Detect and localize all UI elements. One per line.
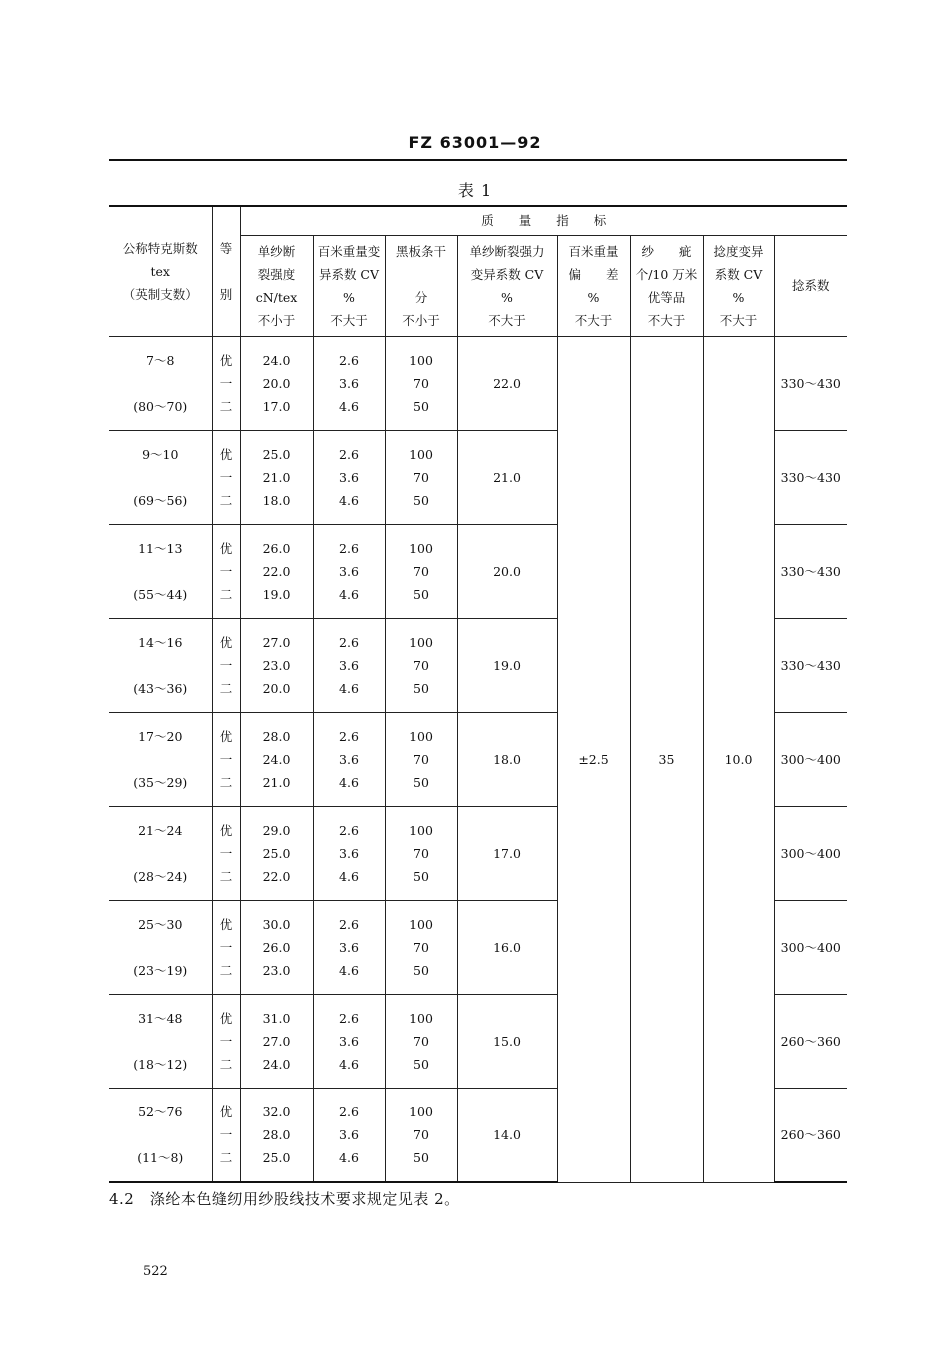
board-second: 50: [413, 492, 429, 508]
header-board-l4: 不小于: [402, 312, 440, 328]
strength-cv-cell: 19.0: [457, 618, 557, 712]
grade-second: 二: [219, 680, 233, 696]
board-second: 50: [413, 962, 429, 978]
strength-first: 22.0: [262, 563, 291, 579]
grade-second: 二: [219, 1150, 233, 1166]
grade-cell: [212, 336, 240, 430]
weight-deviation-cell: ±2.5: [557, 336, 630, 1182]
english-count: (43～36): [133, 680, 188, 696]
grade-top: 优: [219, 1010, 233, 1026]
header-strength-cv-l2: 变异系数 CV: [470, 266, 544, 282]
weight-cv-first: 3.6: [339, 939, 359, 955]
board-top: 100: [409, 446, 433, 462]
table-body: [109, 336, 847, 1182]
weight-cv-cell: [313, 430, 385, 524]
quality-table: [109, 205, 847, 1183]
grade-first: 一: [219, 469, 233, 485]
strength-second: 20.0: [262, 680, 291, 696]
strength-first: 27.0: [262, 1033, 291, 1049]
weight-cv-second: 4.6: [339, 774, 359, 790]
tex-cell: [109, 900, 212, 994]
tex-range: 11～13: [138, 540, 183, 556]
strength-cv-cell: 14.0: [457, 1088, 557, 1182]
header-grade-line1: 等: [219, 240, 233, 256]
standard-code: FZ 63001—92: [408, 133, 542, 152]
weight-cv-first: 3.6: [339, 1127, 359, 1143]
grade-top: 优: [219, 916, 233, 932]
weight-cv-second: 4.6: [339, 492, 359, 508]
header-strength: [240, 235, 313, 336]
strength-top: 29.0: [262, 822, 291, 838]
twist-cell: 330～430: [774, 524, 847, 618]
grade-second: 二: [219, 586, 233, 602]
strength-cv-cell: 21.0: [457, 430, 557, 524]
board-cell: [385, 618, 457, 712]
weight-cv-top: 2.6: [339, 540, 359, 556]
strength-cell: [240, 618, 313, 712]
header-strength-cv: [457, 235, 557, 336]
header-tex: [109, 206, 212, 336]
tex-spacer: [109, 842, 212, 865]
board-top: 100: [409, 822, 433, 838]
strength-top: 27.0: [262, 634, 291, 650]
header-quality-group: 质 量 指 标: [240, 206, 847, 235]
header-strength-l4: 不小于: [257, 312, 296, 328]
grade-cell: [212, 806, 240, 900]
board-top: 100: [409, 1010, 433, 1026]
header-defects: [630, 235, 703, 336]
grade-first: 一: [219, 751, 233, 767]
header-twist-cv-l4: 不大于: [719, 312, 758, 328]
grade-first: 一: [219, 939, 233, 955]
board-top: 100: [409, 352, 433, 368]
tex-cell: [109, 618, 212, 712]
strength-cell: [240, 994, 313, 1088]
strength-second: 23.0: [262, 962, 291, 978]
header-weight-dev-l4: 不大于: [574, 312, 613, 328]
tex-cell: [109, 336, 212, 430]
weight-cv-second: 4.6: [339, 680, 359, 696]
tex-range: 7～8: [146, 352, 175, 368]
grade-top: 优: [219, 446, 233, 462]
grade-cell: [212, 900, 240, 994]
board-cell: [385, 336, 457, 430]
header-grade-line3: 别: [219, 286, 233, 302]
header-strength-l3: cN/tex: [255, 289, 298, 305]
strength-cv-cell: 20.0: [457, 524, 557, 618]
strength-top: 25.0: [262, 446, 291, 462]
grade-cell: [212, 712, 240, 806]
tex-range: 21～24: [138, 822, 183, 838]
tex-spacer: [109, 466, 212, 489]
weight-cv-second: 4.6: [339, 586, 359, 602]
board-second: 50: [413, 1056, 429, 1072]
strength-second: 18.0: [262, 492, 291, 508]
weight-cv-first: 3.6: [339, 845, 359, 861]
weight-cv-first: 3.6: [339, 563, 359, 579]
tex-range: 25～30: [138, 916, 183, 932]
board-first: 70: [413, 469, 429, 485]
english-count: (69～56): [133, 492, 188, 508]
header-twist-cv: [703, 235, 774, 336]
tex-cell: [109, 994, 212, 1088]
strength-cell: [240, 1088, 313, 1182]
grade-cell: [212, 524, 240, 618]
strength-top: 26.0: [262, 540, 291, 556]
board-cell: [385, 430, 457, 524]
grade-second: 二: [219, 962, 233, 978]
grade-top: 优: [219, 1104, 233, 1120]
footnote: 4.2 涤纶本色缝纫用纱股线技术要求规定见表 2。: [109, 1190, 460, 1208]
board-top: 100: [409, 916, 433, 932]
board-cell: [385, 806, 457, 900]
board-second: 50: [413, 774, 429, 790]
tex-cell: [109, 806, 212, 900]
grade-top: 优: [219, 728, 233, 744]
header-board-l3: 分: [414, 289, 428, 305]
strength-top: 31.0: [262, 1010, 291, 1026]
table-row: [109, 336, 847, 430]
weight-cv-cell: [313, 618, 385, 712]
strength-cv-cell: 18.0: [457, 712, 557, 806]
header-twist-cv-l2: 系数 CV: [714, 266, 763, 282]
board-second: 50: [413, 680, 429, 696]
strength-cell: [240, 900, 313, 994]
twist-cell: 300～400: [774, 712, 847, 806]
twist-cell: 330～430: [774, 336, 847, 430]
weight-cv-top: 2.6: [339, 352, 359, 368]
header-defects-l3: 优等品: [647, 289, 686, 305]
weight-cv-first: 3.6: [339, 751, 359, 767]
defects-cell: 35: [630, 336, 703, 1182]
board-first: 70: [413, 939, 429, 955]
weight-cv-cell: [313, 900, 385, 994]
twist-cell: 300～400: [774, 900, 847, 994]
weight-cv-second: 4.6: [339, 1056, 359, 1072]
grade-first: 一: [219, 375, 233, 391]
board-first: 70: [413, 1127, 429, 1143]
grade-first: 一: [219, 563, 233, 579]
tex-spacer: [109, 560, 212, 583]
tex-spacer: [109, 748, 212, 771]
header-rule: [109, 159, 847, 161]
strength-top: 24.0: [262, 352, 291, 368]
board-first: 70: [413, 1033, 429, 1049]
strength-second: 25.0: [262, 1150, 291, 1166]
weight-cv-top: 2.6: [339, 1104, 359, 1120]
header-weight-cv: [313, 235, 385, 336]
board-first: 70: [413, 563, 429, 579]
board-first: 70: [413, 751, 429, 767]
twist-cell: 260～360: [774, 1088, 847, 1182]
board-top: 100: [409, 634, 433, 650]
header-weight-dev-l3: %: [587, 289, 600, 305]
board-first: 70: [413, 845, 429, 861]
weight-cv-second: 4.6: [339, 398, 359, 414]
strength-second: 17.0: [262, 398, 291, 414]
grade-cell: [212, 618, 240, 712]
strength-cell: [240, 524, 313, 618]
weight-cv-second: 4.6: [339, 1150, 359, 1166]
board-cell: [385, 524, 457, 618]
weight-cv-cell: [313, 524, 385, 618]
grade-second: 二: [219, 492, 233, 508]
tex-spacer: [109, 654, 212, 677]
tex-spacer: [109, 1030, 212, 1053]
strength-first: 28.0: [262, 1127, 291, 1143]
grade-top: 优: [219, 634, 233, 650]
grade-cell: [212, 1088, 240, 1182]
board-cell: [385, 994, 457, 1088]
tex-range: 17～20: [138, 728, 183, 744]
header-strength-cv-l1: 单纱断裂强力: [469, 243, 545, 259]
strength-second: 19.0: [262, 586, 291, 602]
grade-top: 优: [219, 352, 233, 368]
board-top: 100: [409, 1104, 433, 1120]
page-number: 522: [143, 1264, 168, 1279]
header-weight-dev-l1: 百米重量: [568, 243, 619, 259]
strength-first: 26.0: [262, 939, 291, 955]
grade-first: 一: [219, 657, 233, 673]
header-twist-cv-l3: %: [732, 289, 745, 305]
tex-range: 14～16: [138, 634, 183, 650]
twist-cv-cell: 10.0: [703, 336, 774, 1182]
grade-first: 一: [219, 1127, 233, 1143]
weight-cv-first: 3.6: [339, 1033, 359, 1049]
board-cell: [385, 712, 457, 806]
weight-cv-first: 3.6: [339, 657, 359, 673]
board-second: 50: [413, 868, 429, 884]
strength-cell: [240, 430, 313, 524]
header-weight-cv-l2: 异系数 CV: [318, 266, 380, 282]
header-defects-l1: 纱 疵: [641, 243, 692, 259]
strength-top: 28.0: [262, 728, 291, 744]
strength-second: 21.0: [262, 774, 291, 790]
header-weight-cv-l1: 百米重量变: [317, 243, 381, 259]
english-count: (55～44): [133, 586, 188, 602]
strength-first: 24.0: [262, 751, 291, 767]
strength-cv-cell: 15.0: [457, 994, 557, 1088]
header-weight-cv-l3: %: [343, 289, 355, 305]
quality-table-wrapper: [109, 205, 847, 1183]
weight-cv-top: 2.6: [339, 446, 359, 462]
strength-cv-cell: 17.0: [457, 806, 557, 900]
tex-spacer: [109, 936, 212, 959]
weight-cv-top: 2.6: [339, 728, 359, 744]
board-first: 70: [413, 375, 429, 391]
weight-cv-top: 2.6: [339, 634, 359, 650]
twist-cell: 330～430: [774, 430, 847, 524]
strength-top: 32.0: [262, 1104, 291, 1120]
weight-cv-first: 3.6: [339, 375, 359, 391]
weight-cv-second: 4.6: [339, 962, 359, 978]
strength-first: 21.0: [262, 469, 291, 485]
tex-cell: [109, 430, 212, 524]
grade-second: 二: [219, 398, 233, 414]
header-grade-spacer: [213, 260, 240, 283]
weight-cv-top: 2.6: [339, 916, 359, 932]
board-second: 50: [413, 398, 429, 414]
board-second: 50: [413, 1150, 429, 1166]
header-tex-line3: （英制支数）: [122, 286, 198, 302]
board-cell: [385, 900, 457, 994]
header-weight-dev-l2: 偏 差: [568, 266, 619, 282]
weight-cv-cell: [313, 336, 385, 430]
english-count: (35～29): [133, 774, 188, 790]
weight-cv-second: 4.6: [339, 868, 359, 884]
strength-cell: [240, 712, 313, 806]
strength-first: 20.0: [262, 375, 291, 391]
tex-range: 9～10: [142, 446, 179, 462]
tex-range: 52～76: [138, 1104, 183, 1120]
grade-second: 二: [219, 774, 233, 790]
grade-first: 一: [219, 845, 233, 861]
grade-top: 优: [219, 540, 233, 556]
header-strength-cv-l3: %: [501, 289, 513, 305]
strength-second: 24.0: [262, 1056, 291, 1072]
grade-top: 优: [219, 822, 233, 838]
header-defects-l2: 个/10 万米: [635, 266, 698, 282]
grade-second: 二: [219, 868, 233, 884]
english-count: (18～12): [133, 1056, 188, 1072]
header-strength-l1: 单纱断: [257, 243, 296, 259]
strength-cv-cell: 22.0: [457, 336, 557, 430]
header-tex-line2: tex: [150, 263, 170, 279]
header-defects-l4: 不大于: [647, 312, 686, 328]
grade-first: 一: [219, 1033, 233, 1049]
table-caption: 表 1: [457, 181, 493, 200]
weight-cv-cell: [313, 994, 385, 1088]
twist-cell: 260～360: [774, 994, 847, 1088]
header-board: [385, 235, 457, 336]
header-tex-line1: 公称特克斯数: [122, 240, 198, 256]
tex-cell: [109, 712, 212, 806]
weight-cv-first: 3.6: [339, 469, 359, 485]
header-strength-l2: 裂强度: [257, 266, 296, 282]
twist-cell: 330～430: [774, 618, 847, 712]
english-count: (23～19): [133, 962, 188, 978]
header-strength-cv-l4: 不大于: [488, 312, 526, 328]
header-twist-cv-l1: 捻度变异: [713, 243, 764, 259]
header-board-l1: 黑板条干: [395, 243, 446, 259]
header-board-spacer: [386, 263, 457, 286]
header-weight-cv-l4: 不大于: [330, 312, 368, 328]
weight-cv-cell: [313, 806, 385, 900]
weight-cv-cell: [313, 1088, 385, 1182]
board-second: 50: [413, 586, 429, 602]
board-first: 70: [413, 657, 429, 673]
strength-cell: [240, 336, 313, 430]
board-top: 100: [409, 540, 433, 556]
tex-spacer: [109, 372, 212, 395]
strength-cell: [240, 806, 313, 900]
header-twist: 捻系数: [774, 235, 847, 336]
strength-top: 30.0: [262, 916, 291, 932]
grade-second: 二: [219, 1056, 233, 1072]
header-weight-deviation: [557, 235, 630, 336]
board-cell: [385, 1088, 457, 1182]
strength-second: 22.0: [262, 868, 291, 884]
header-grade: [212, 206, 240, 336]
strength-first: 23.0: [262, 657, 291, 673]
strength-first: 25.0: [262, 845, 291, 861]
grade-cell: [212, 994, 240, 1088]
board-top: 100: [409, 728, 433, 744]
tex-range: 31～48: [138, 1010, 183, 1026]
tex-cell: [109, 1088, 212, 1182]
grade-cell: [212, 430, 240, 524]
strength-cv-cell: 16.0: [457, 900, 557, 994]
english-count: (28～24): [133, 868, 188, 884]
english-count: (80～70): [133, 398, 188, 414]
english-count: (11～8): [137, 1150, 184, 1166]
weight-cv-top: 2.6: [339, 822, 359, 838]
weight-cv-top: 2.6: [339, 1010, 359, 1026]
tex-spacer: [109, 1123, 212, 1146]
weight-cv-cell: [313, 712, 385, 806]
twist-cell: 300～400: [774, 806, 847, 900]
tex-cell: [109, 524, 212, 618]
